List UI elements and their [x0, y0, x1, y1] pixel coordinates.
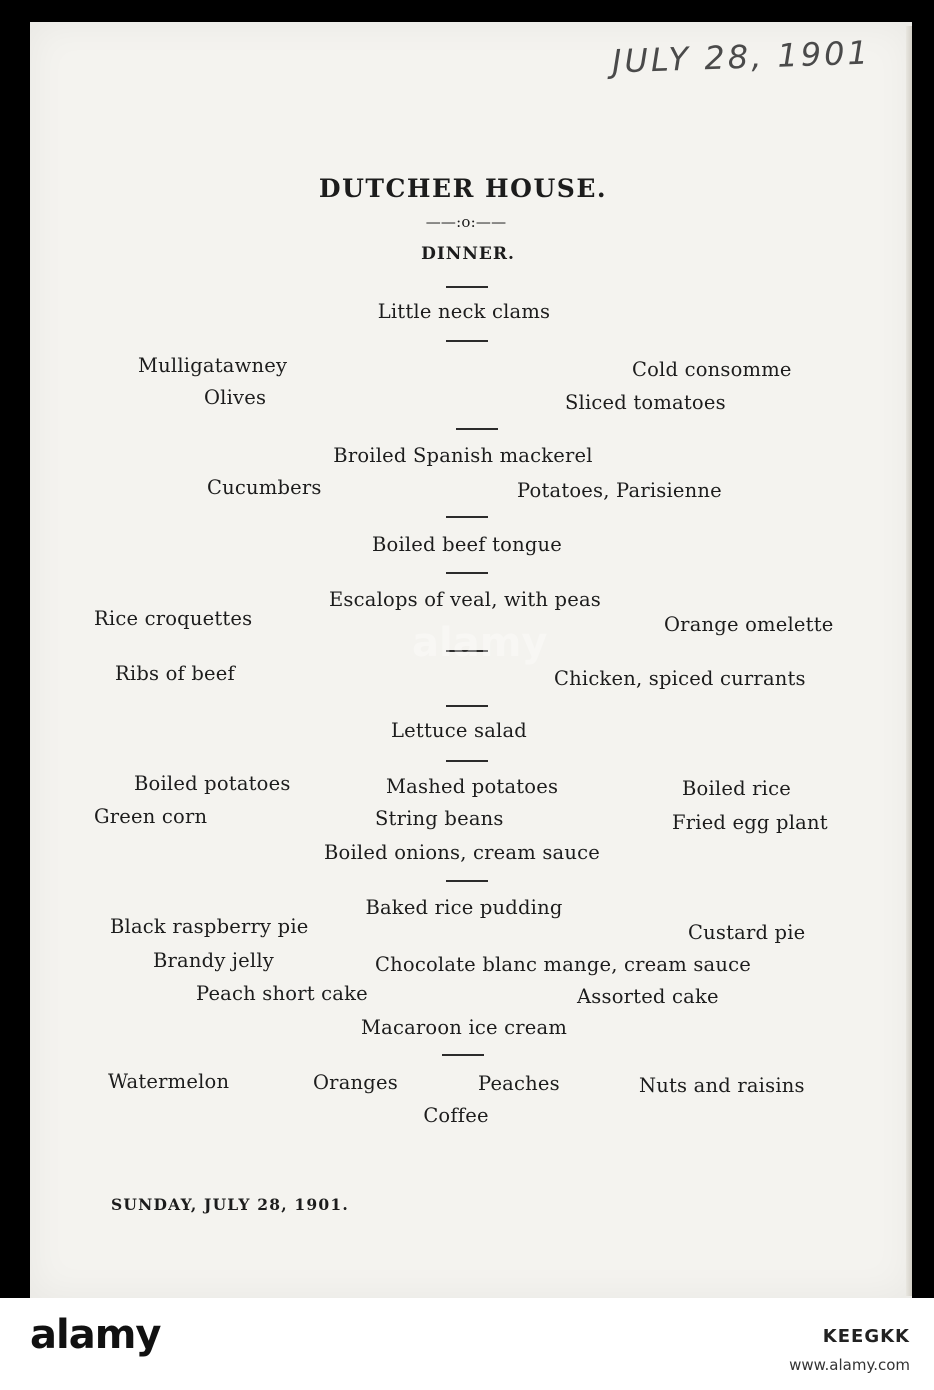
- menu-item: Boiled beef tongue: [371, 533, 563, 556]
- menu-item: Escalops of veal, with peas: [328, 588, 602, 611]
- divider: [446, 705, 488, 707]
- menu-item: Rice croquettes: [94, 607, 253, 630]
- menu-item: Potatoes, Parisienne: [517, 479, 722, 502]
- handwritten-date: JULY 28, 1901: [611, 33, 872, 81]
- divider: [446, 516, 488, 518]
- menu-subtitle: DINNER.: [421, 244, 515, 264]
- menu-item: Custard pie: [688, 921, 806, 944]
- divider: [446, 340, 488, 342]
- menu-item: Boiled potatoes: [134, 772, 291, 795]
- paper-edge: [906, 26, 912, 1296]
- menu-item: Cucumbers: [207, 476, 322, 499]
- menu-item: Oranges: [313, 1071, 398, 1094]
- image-code: KEEGKK: [822, 1326, 910, 1347]
- menu-title: DUTCHER HOUSE.: [318, 174, 608, 203]
- menu-item: Orange omelette: [664, 613, 834, 636]
- menu-item: Sliced tomatoes: [565, 391, 726, 414]
- divider: [446, 760, 488, 762]
- menu-item: Ribs of beef: [115, 662, 235, 685]
- divider: [442, 1054, 484, 1056]
- menu-item: Chicken, spiced currants: [554, 667, 806, 690]
- stock-url: www.alamy.com: [789, 1356, 910, 1374]
- divider: [446, 572, 488, 574]
- menu-item: Macaroon ice cream: [360, 1016, 568, 1039]
- menu-item: Baked rice pudding: [365, 896, 563, 919]
- menu-item: Peaches: [478, 1072, 560, 1095]
- menu-item: Watermelon: [108, 1070, 230, 1093]
- menu-item: Chocolate blanc mange, cream sauce: [375, 953, 751, 976]
- menu-item: Green corn: [94, 805, 208, 828]
- stock-logo: alamy: [30, 1312, 161, 1358]
- menu-item: Mashed potatoes: [386, 775, 559, 798]
- menu-item: Cold consomme: [632, 358, 792, 381]
- menu-item: Nuts and raisins: [639, 1074, 805, 1097]
- menu-item: Lettuce salad: [391, 719, 527, 742]
- menu-item: Little neck clams: [377, 300, 551, 323]
- menu-item: Boiled rice: [682, 777, 791, 800]
- watermark: alamy: [412, 620, 548, 666]
- menu-item: Assorted cake: [577, 985, 719, 1008]
- divider: [446, 286, 488, 288]
- menu-item: Coffee: [423, 1104, 489, 1127]
- divider: [446, 880, 488, 882]
- menu-item: Brandy jelly: [153, 949, 275, 972]
- divider: [456, 428, 498, 430]
- menu-item: String beans: [375, 807, 504, 830]
- menu-item: Peach short cake: [196, 982, 368, 1005]
- menu-item: Broiled Spanish mackerel: [333, 444, 593, 467]
- menu-item: Fried egg plant: [672, 811, 828, 834]
- menu-item: Boiled onions, cream sauce: [324, 841, 600, 864]
- menu-item: Black raspberry pie: [110, 915, 309, 938]
- menu-date: SUNDAY, JULY 28, 1901.: [111, 1195, 349, 1214]
- title-ornament: ——:o:——: [425, 213, 507, 231]
- menu-item: Mulligatawney: [138, 354, 288, 377]
- menu-item: Olives: [204, 386, 267, 409]
